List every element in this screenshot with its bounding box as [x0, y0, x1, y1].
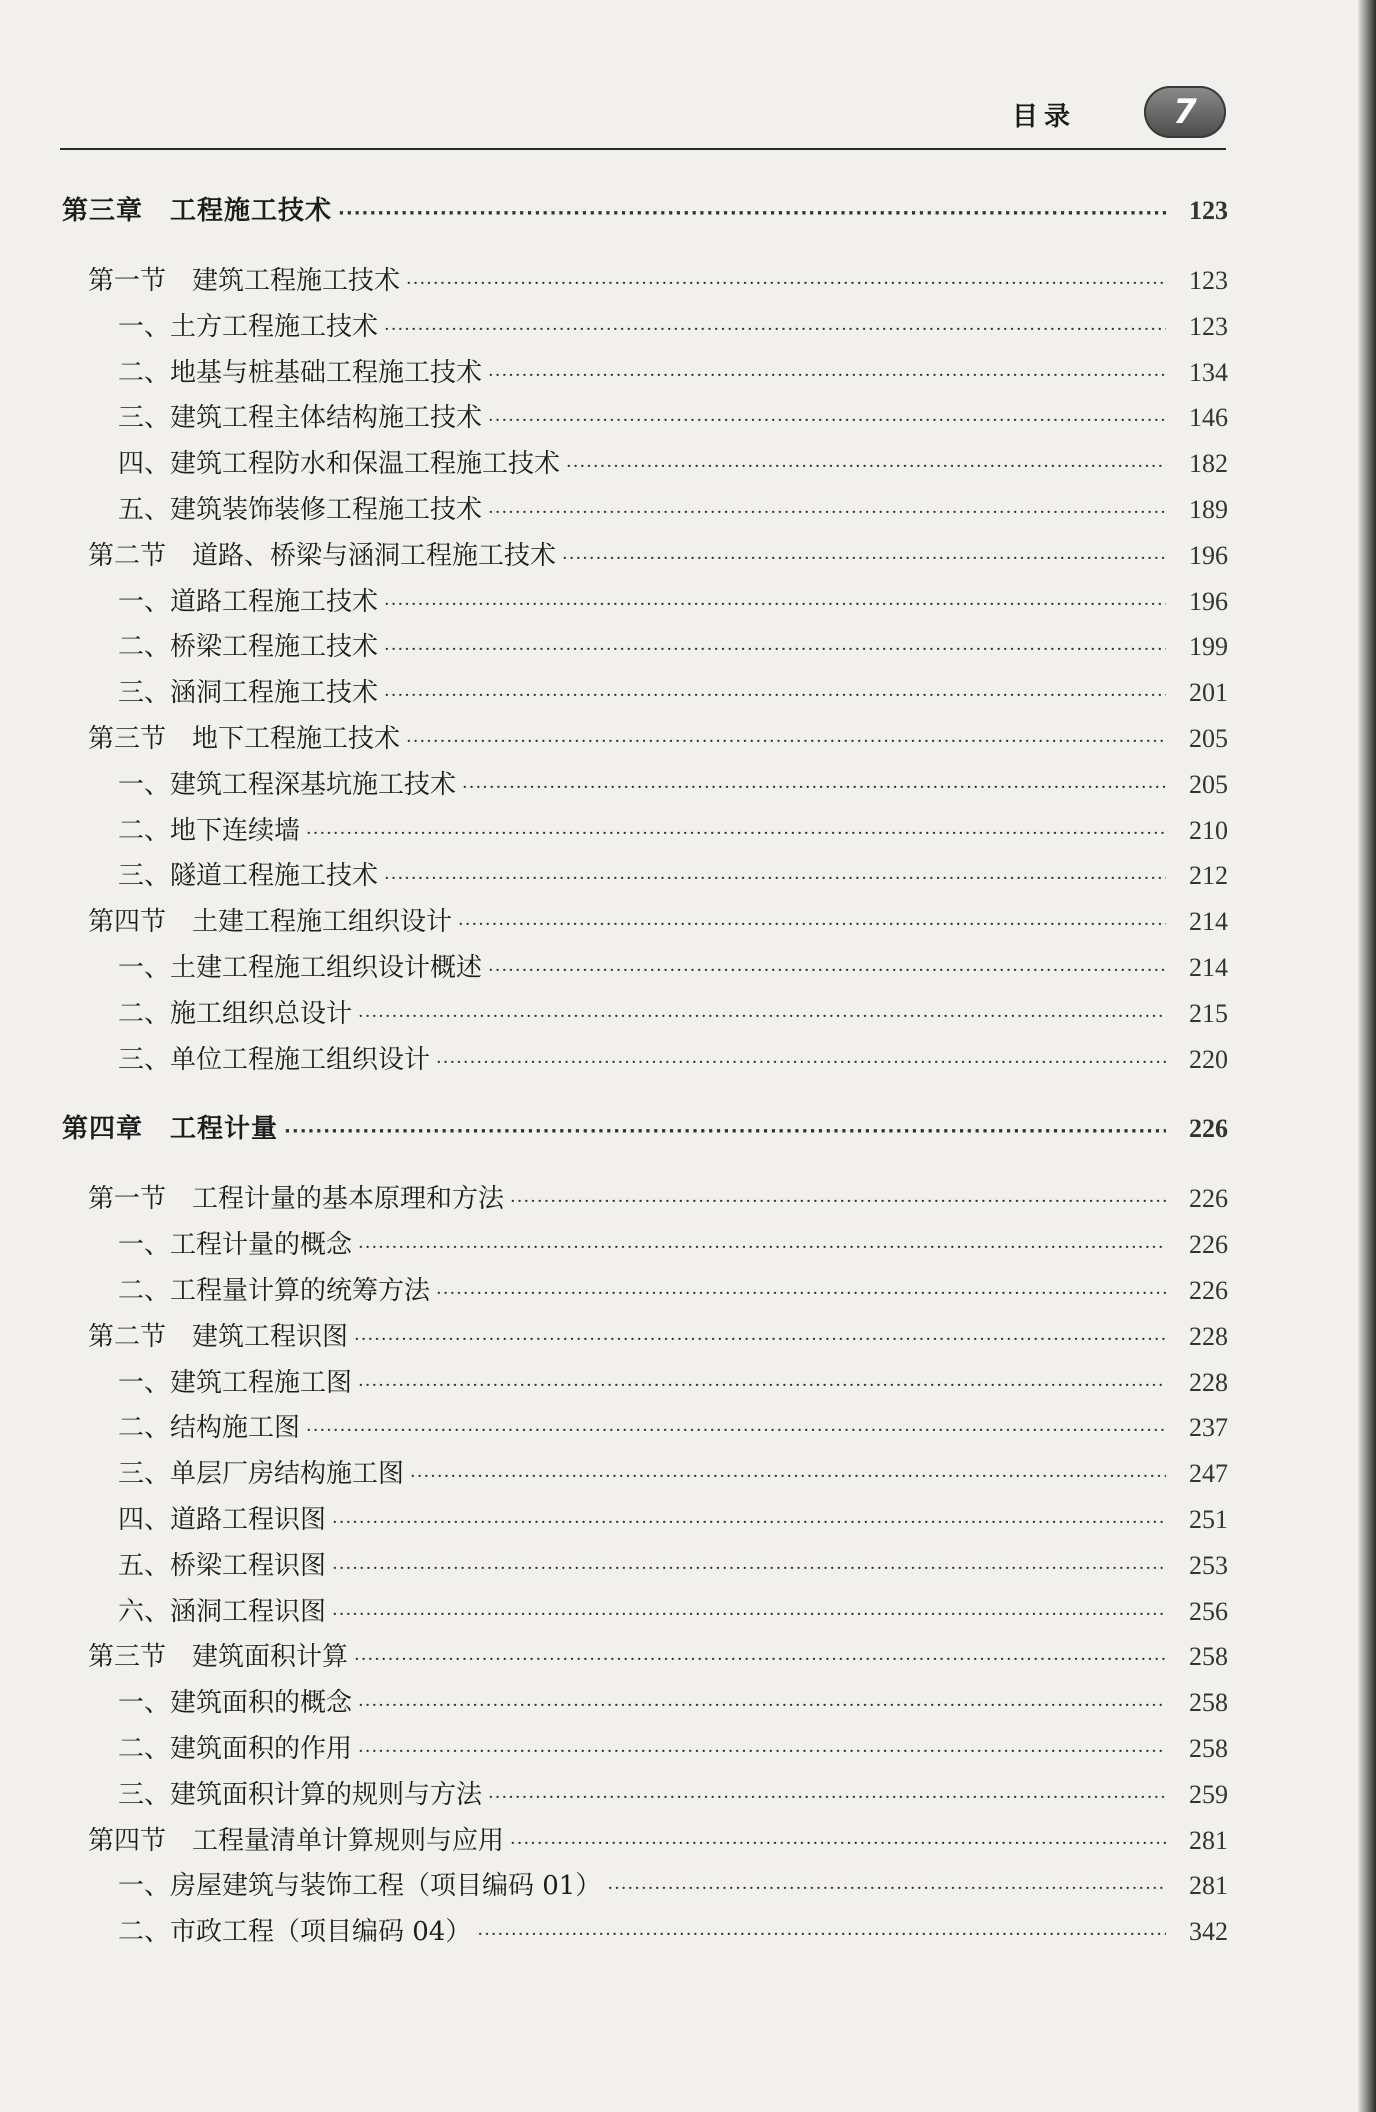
toc-item-title: 一、建筑工程深基坑施工技术	[118, 769, 457, 800]
toc-page-number: 215	[1189, 998, 1228, 1028]
toc-page-number: 196	[1189, 586, 1228, 616]
toc-item[interactable]	[62, 489, 1228, 535]
dot-leader	[566, 456, 1166, 477]
toc-page-number: 214	[1189, 952, 1228, 982]
toc-page-number: 281	[1189, 1825, 1228, 1855]
toc-item[interactable]	[62, 1499, 1228, 1545]
toc-item[interactable]	[62, 1224, 1228, 1270]
dot-leader	[358, 1741, 1166, 1762]
toc-page-number: 123	[1189, 311, 1228, 341]
toc-item[interactable]	[62, 1545, 1228, 1591]
toc-item-title: 一、道路工程施工技术	[118, 586, 379, 617]
dot-leader	[284, 1121, 1166, 1142]
toc-page-number: 205	[1189, 769, 1228, 799]
toc-item-title: 三、隧道工程施工技术	[118, 861, 379, 892]
dot-leader	[358, 1006, 1166, 1027]
dot-leader	[332, 1558, 1166, 1579]
header-rule	[60, 148, 1226, 150]
toc-section[interactable]	[62, 535, 1228, 581]
dot-leader	[488, 960, 1166, 981]
toc-item-title: 一、土建工程施工组织设计概述	[118, 952, 483, 983]
toc-item[interactable]	[62, 1039, 1228, 1085]
toc-page-number: 201	[1189, 678, 1228, 708]
toc-page-number: 189	[1189, 494, 1228, 524]
dot-leader	[384, 594, 1166, 615]
toc-item[interactable]	[62, 1591, 1228, 1637]
toc-section-title: 第二节 道路、桥梁与涵洞工程施工技术	[88, 540, 557, 571]
toc-item-title: 二、工程量计算的统筹方法	[118, 1275, 431, 1306]
toc-item[interactable]	[62, 764, 1228, 810]
toc-page-number: 342	[1189, 1917, 1228, 1947]
dot-leader	[477, 1924, 1166, 1945]
toc-page-number: 134	[1189, 357, 1228, 387]
dot-leader	[384, 319, 1166, 340]
dot-leader	[458, 914, 1166, 935]
toc-page-number: 259	[1189, 1779, 1228, 1809]
dot-leader	[436, 1283, 1166, 1304]
dot-leader	[306, 823, 1166, 844]
toc-page-number: 210	[1189, 815, 1228, 845]
dot-leader	[358, 1695, 1166, 1716]
header-title: 目录	[1011, 102, 1076, 132]
toc-item[interactable]	[62, 626, 1228, 672]
dot-leader	[510, 1191, 1166, 1212]
toc-item-title: 三、单层厂房结构施工图	[118, 1459, 405, 1490]
toc-page-number: 226	[1189, 1184, 1228, 1214]
toc-item-title: 三、涵洞工程施工技术	[118, 678, 379, 709]
toc-item[interactable]	[62, 1865, 1228, 1911]
toc-item-title: 六、涵洞工程识图	[118, 1596, 327, 1627]
toc-item-title: 三、建筑工程主体结构施工技术	[118, 403, 483, 434]
toc-page-number: 182	[1189, 449, 1228, 479]
running-header	[60, 80, 1226, 152]
toc-item[interactable]	[62, 352, 1228, 398]
toc-page-number: 228	[1189, 1367, 1228, 1397]
dot-leader	[562, 548, 1166, 569]
dot-leader	[332, 1512, 1166, 1533]
dot-leader	[488, 1787, 1166, 1808]
toc-page-number: 256	[1189, 1596, 1228, 1626]
dot-leader	[488, 365, 1166, 386]
page-number-badge: 7	[1144, 86, 1226, 138]
dot-leader	[607, 1878, 1166, 1899]
toc-item-title: 二、地基与桩基础工程施工技术	[118, 357, 483, 388]
toc-item[interactable]	[62, 993, 1228, 1039]
toc-item[interactable]	[62, 581, 1228, 627]
toc-item[interactable]	[62, 947, 1228, 993]
dot-leader	[354, 1649, 1166, 1670]
toc-item-title: 二、地下连续墙	[118, 815, 301, 846]
dot-leader	[384, 639, 1166, 660]
toc-item[interactable]	[62, 810, 1228, 856]
dot-leader	[510, 1833, 1166, 1854]
toc-item-title: 二、施工组织总设计	[118, 998, 353, 1029]
toc-chapter[interactable]	[62, 190, 1228, 240]
toc-section[interactable]	[62, 260, 1228, 306]
dot-leader	[410, 1466, 1166, 1487]
toc-item-title: 二、市政工程（项目编码 04）	[118, 1917, 472, 1948]
toc-item[interactable]	[62, 1774, 1228, 1820]
toc-page-number: 281	[1189, 1871, 1228, 1901]
toc-item[interactable]	[62, 1270, 1228, 1316]
toc-chapter[interactable]	[62, 1108, 1228, 1158]
dot-leader	[306, 1420, 1166, 1441]
toc-page-number: 212	[1189, 861, 1228, 891]
toc-page-number: 251	[1189, 1504, 1228, 1534]
toc-page-number: 226	[1189, 1275, 1228, 1305]
toc-item-title: 一、工程计量的概念	[118, 1230, 353, 1261]
toc-item[interactable]	[62, 855, 1228, 901]
toc-page-number: 196	[1189, 540, 1228, 570]
toc-item[interactable]	[62, 1453, 1228, 1499]
toc-item[interactable]	[62, 672, 1228, 718]
toc-page-number: 220	[1189, 1044, 1228, 1074]
toc-item[interactable]	[62, 1728, 1228, 1774]
page-edge-shadow	[1358, 0, 1376, 2112]
toc-item[interactable]	[62, 1682, 1228, 1728]
toc-section-title: 第二节 建筑工程识图	[88, 1321, 349, 1352]
toc-page-number: 258	[1189, 1733, 1228, 1763]
toc-section-title: 第四节 工程量清单计算规则与应用	[88, 1825, 505, 1856]
toc-item[interactable]	[62, 397, 1228, 443]
toc-section-title: 第一节 工程计量的基本原理和方法	[88, 1184, 505, 1215]
toc-page-number: 123	[1189, 266, 1228, 295]
toc-item-title: 二、建筑面积的作用	[118, 1733, 353, 1764]
toc-item-title: 三、单位工程施工组织设计	[118, 1044, 431, 1075]
toc-chapter-title: 第三章 工程施工技术	[62, 196, 333, 226]
dot-leader	[354, 1329, 1166, 1350]
toc-section-title: 第三节 建筑面积计算	[88, 1642, 349, 1673]
toc-page-number: 247	[1189, 1459, 1228, 1489]
toc-section-title: 第一节 建筑工程施工技术	[88, 266, 401, 296]
toc-page-number: 123	[1189, 196, 1228, 225]
table-of-contents	[62, 190, 1228, 1957]
toc-section-title: 第四节 土建工程施工组织设计	[88, 907, 453, 938]
toc-page-number: 226	[1189, 1230, 1228, 1260]
toc-item[interactable]	[62, 1362, 1228, 1408]
dot-leader	[338, 203, 1166, 224]
dot-leader	[436, 1052, 1166, 1073]
toc-item[interactable]	[62, 1407, 1228, 1453]
toc-page-number: 228	[1189, 1321, 1228, 1351]
toc-section[interactable]	[62, 718, 1228, 764]
toc-item[interactable]	[62, 1911, 1228, 1957]
toc-item-title: 一、房屋建筑与装饰工程（项目编码 01）	[118, 1871, 602, 1902]
dot-leader	[406, 731, 1166, 752]
toc-section[interactable]	[62, 901, 1228, 947]
dot-leader	[384, 685, 1166, 706]
toc-item-title: 五、建筑装饰装修工程施工技术	[118, 494, 483, 525]
dot-leader	[384, 868, 1166, 889]
toc-item-title: 二、桥梁工程施工技术	[118, 632, 379, 663]
toc-item[interactable]	[62, 306, 1228, 352]
dot-leader	[488, 502, 1166, 523]
toc-page-number: 237	[1189, 1413, 1228, 1443]
toc-section[interactable]	[62, 1316, 1228, 1362]
dot-leader	[488, 410, 1166, 431]
toc-item-title: 五、桥梁工程识图	[118, 1550, 327, 1581]
dot-leader	[462, 777, 1166, 798]
toc-section[interactable]	[62, 1178, 1228, 1224]
dot-leader	[406, 273, 1166, 294]
dot-leader	[358, 1237, 1166, 1258]
toc-item-title: 一、建筑面积的概念	[118, 1688, 353, 1719]
toc-page-number: 199	[1189, 632, 1228, 662]
toc-item-title: 一、土方工程施工技术	[118, 311, 379, 342]
toc-page-number: 205	[1189, 723, 1228, 753]
toc-page-number: 253	[1189, 1550, 1228, 1580]
toc-section[interactable]	[62, 1636, 1228, 1682]
toc-section-title: 第三节 地下工程施工技术	[88, 723, 401, 754]
toc-item-title: 二、结构施工图	[118, 1413, 301, 1444]
dot-leader	[332, 1604, 1166, 1625]
toc-page-number: 258	[1189, 1688, 1228, 1718]
toc-item-title: 三、建筑面积计算的规则与方法	[118, 1779, 483, 1810]
toc-item-title: 一、建筑工程施工图	[118, 1367, 353, 1398]
toc-chapter-title: 第四章 工程计量	[62, 1114, 279, 1145]
toc-page-number: 146	[1189, 403, 1228, 433]
toc-page-number: 226	[1189, 1114, 1228, 1144]
toc-page-number: 214	[1189, 907, 1228, 937]
toc-item-title: 四、建筑工程防水和保温工程施工技术	[118, 449, 561, 480]
chapter-spacer	[62, 1084, 1228, 1108]
toc-item[interactable]	[62, 443, 1228, 489]
toc-item-title: 四、道路工程识图	[118, 1504, 327, 1535]
toc-section[interactable]	[62, 1820, 1228, 1866]
dot-leader	[358, 1375, 1166, 1396]
toc-page-number: 258	[1189, 1642, 1228, 1672]
